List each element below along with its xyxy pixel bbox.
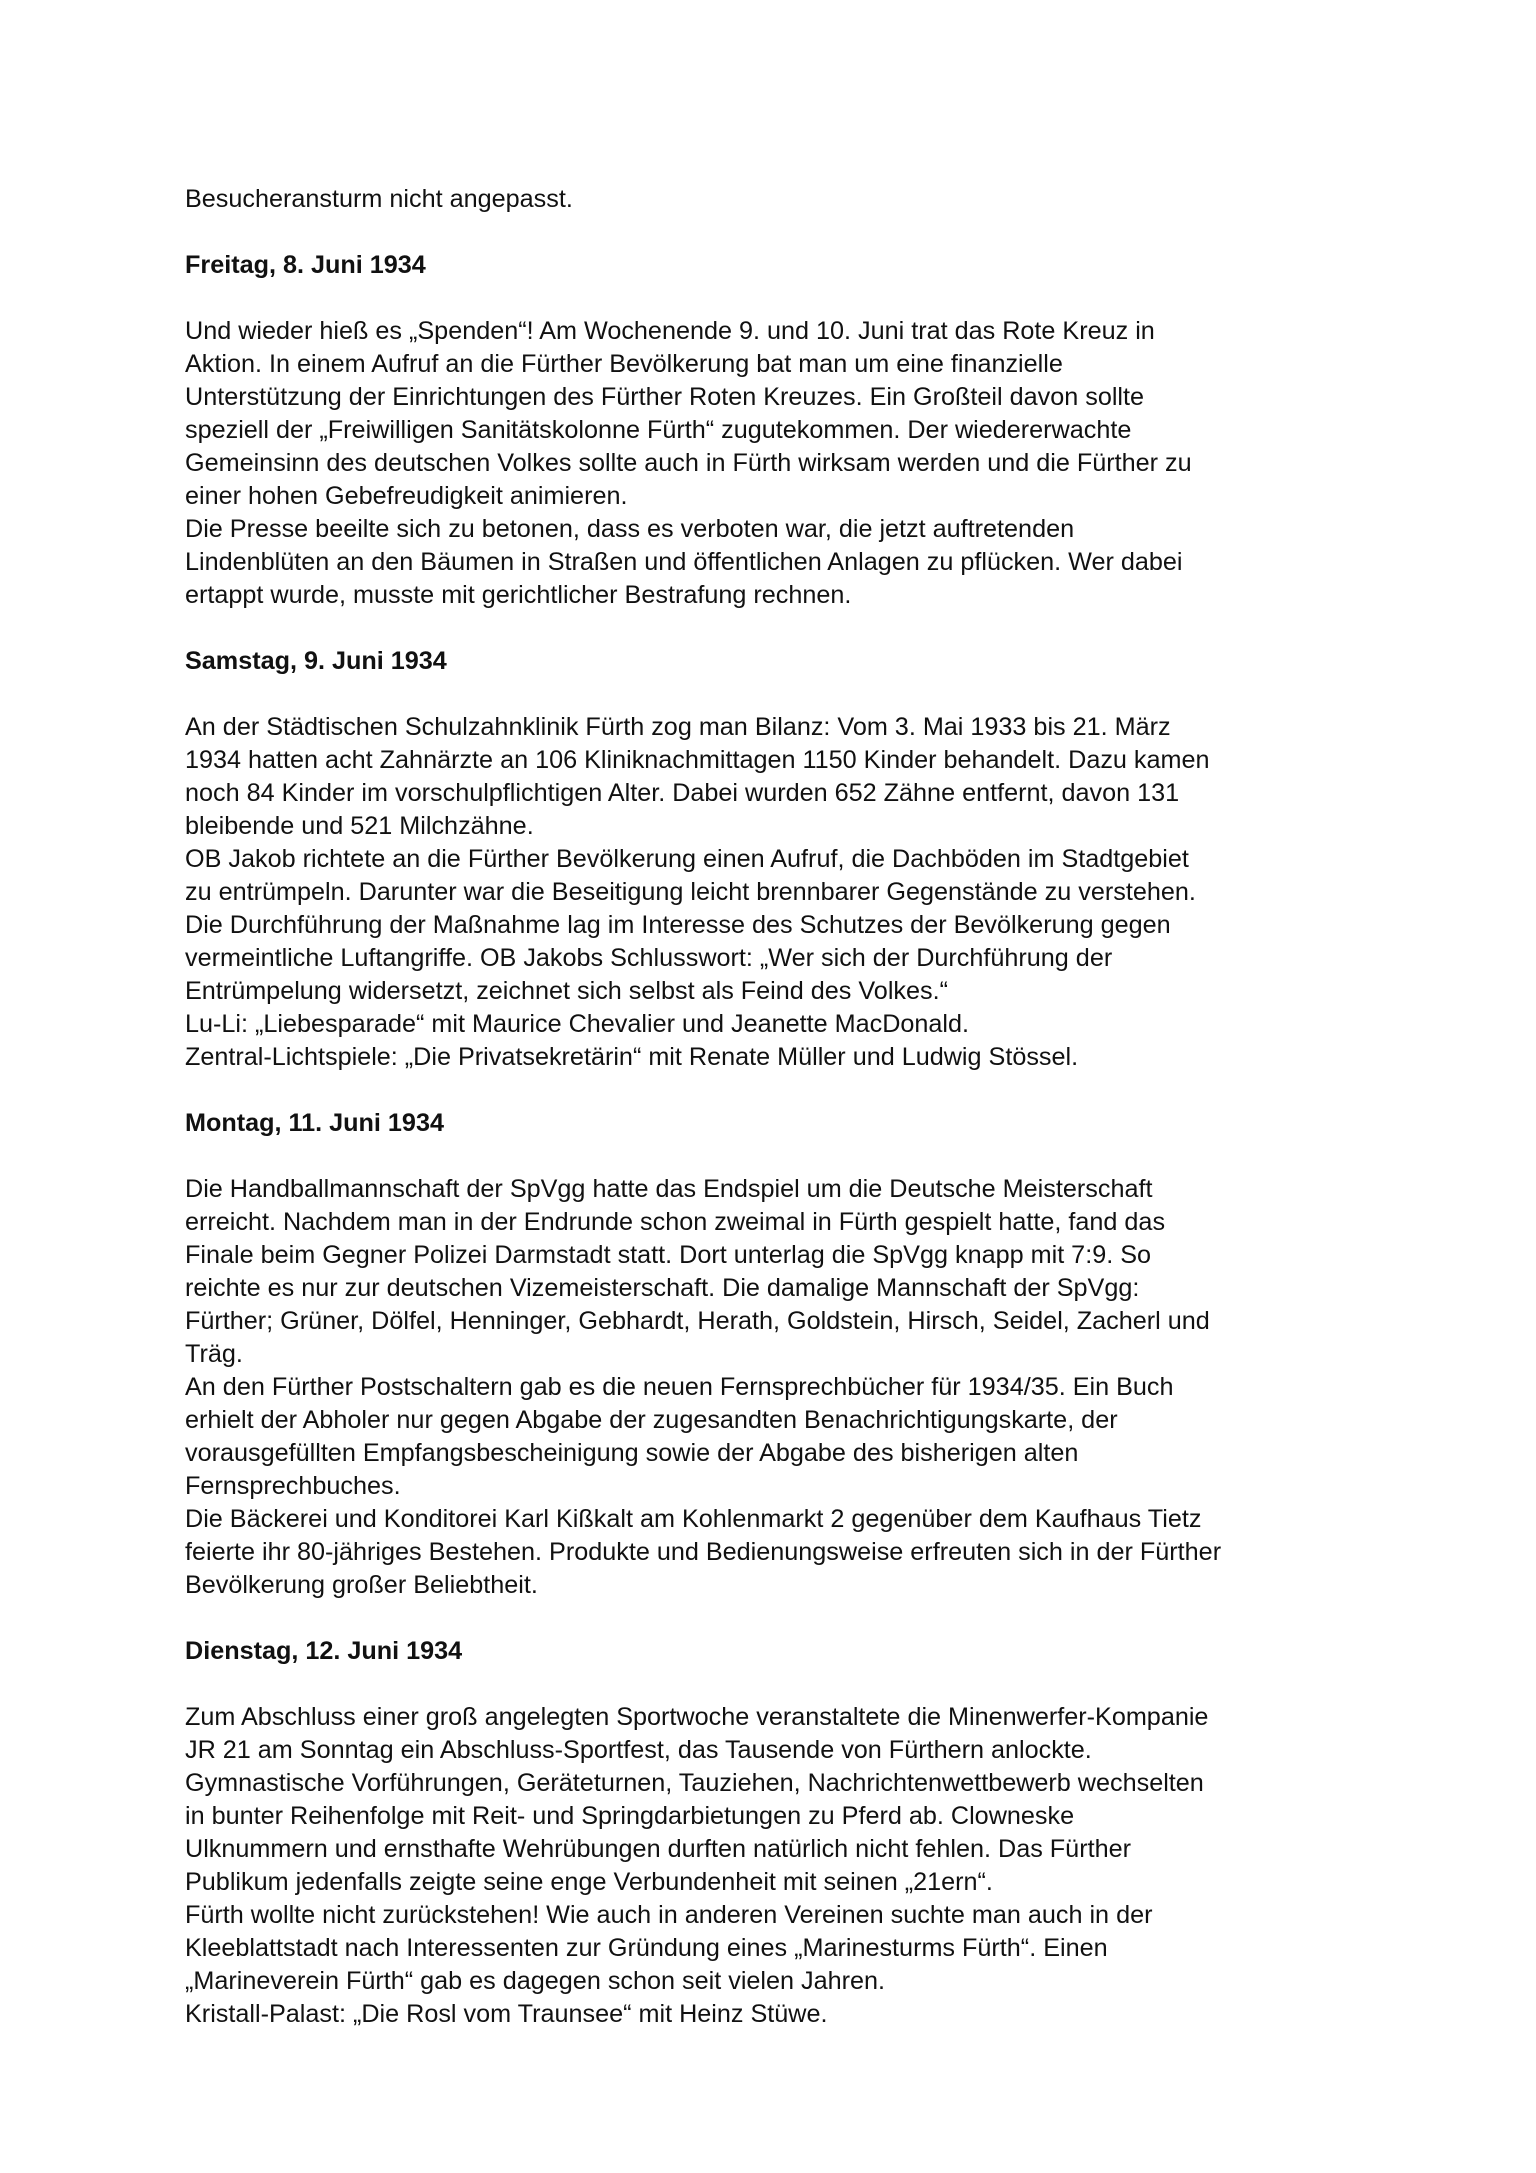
- date-heading: Montag, 11. Juni 1934: [185, 1109, 444, 1137]
- text-line: Fürther; Grüner, Dölfel, Henninger, Gebhardt, Herath, Goldstein, Hirsch, Seidel, Zacherl und: [185, 1307, 1210, 1335]
- paragraph-spacer: [185, 1602, 1365, 1635]
- text-line: Bevölkerung großer Beliebtheit.: [185, 1571, 538, 1599]
- text-line: Zentral-Lichtspiele: „Die Privatsekretärin“ mit Renate Müller und Ludwig Stössel.: [185, 1043, 1079, 1071]
- paragraph-spacer: [185, 678, 1365, 711]
- body-paragraph: [185, 711, 1365, 1074]
- text-line: erhielt der Abholer nur gegen Abgabe der zugesandten Benachrichtigungskarte, der: [185, 1406, 1118, 1434]
- text-line: Fürth wollte nicht zurückstehen! Wie auch in anderen Vereinen suchte man auch in der: [185, 1901, 1153, 1929]
- paragraph-spacer: [185, 612, 1365, 645]
- text-line: Die Presse beeilte sich zu betonen, dass es verboten war, die jetzt auftretenden: [185, 515, 1075, 543]
- text-line: Entrümpelung widersetzt, zeichnet sich selbst als Feind des Volkes.“: [185, 977, 948, 1005]
- text-line: Unterstützung der Einrichtungen des Fürther Roten Kreuzes. Ein Großteil davon sollte: [185, 383, 1145, 411]
- paragraph-spacer: [185, 1140, 1365, 1173]
- text-line: Lu-Li: „Liebesparade“ mit Maurice Chevalier und Jeanette MacDonald.: [185, 1010, 970, 1038]
- text-line: bleibende und 521 Milchzähne.: [185, 812, 534, 840]
- text-line: noch 84 Kinder im vorschulpflichtigen Alter. Dabei wurden 652 Zähne entfernt, davon 131: [185, 779, 1180, 807]
- paragraph-spacer: [185, 216, 1365, 249]
- date-heading: Samstag, 9. Juni 1934: [185, 647, 447, 675]
- text-line: Die Durchführung der Maßnahme lag im Interesse des Schutzes der Bevölkerung gegen: [185, 911, 1171, 939]
- text-line: erreicht. Nachdem man in der Endrunde schon zweimal in Fürth gespielt hatte, fand das: [185, 1208, 1166, 1236]
- body-paragraph: [185, 1173, 1365, 1602]
- text-line: JR 21 am Sonntag ein Abschluss-Sportfest, das Tausende von Fürthern anlockte.: [185, 1736, 1092, 1764]
- date-heading: Dienstag, 12. Juni 1934: [185, 1637, 463, 1665]
- text-line: Gemeinsinn des deutschen Volkes sollte auch in Fürth wirksam werden und die Fürther zu: [185, 449, 1192, 477]
- text-line: Aktion. In einem Aufruf an die Fürther Bevölkerung bat man um eine finanzielle: [185, 350, 1063, 378]
- text-line: Und wieder hieß es „Spenden“! Am Wochenende 9. und 10. Juni trat das Rote Kreuz in: [185, 317, 1155, 345]
- body-paragraph: [185, 315, 1365, 612]
- text-line: An der Städtischen Schulzahnklinik Fürth zog man Bilanz: Vom 3. Mai 1933 bis 21. März: [185, 713, 1171, 741]
- text-line: Die Bäckerei und Konditorei Karl Kißkalt am Kohlenmarkt 2 gegenüber dem Kaufhaus Tietz: [185, 1505, 1202, 1533]
- text-line: Kristall-Palast: „Die Rosl vom Traunsee“ mit Heinz Stüwe.: [185, 2000, 828, 2028]
- text-line: zu entrümpeln. Darunter war die Beseitigung leicht brennbarer Gegenstände zu verstehen.: [185, 878, 1196, 906]
- text-line: speziell der „Freiwilligen Sanitätskolonne Fürth“ zugutekommen. Der wiedererwachte: [185, 416, 1132, 444]
- text-line: OB Jakob richtete an die Fürther Bevölkerung einen Aufruf, die Dachböden im Stadtgebiet: [185, 845, 1189, 873]
- text-line: Träg.: [185, 1340, 243, 1368]
- text-line: An den Fürther Postschaltern gab es die neuen Fernsprechbücher für 1934/35. Ein Buch: [185, 1373, 1174, 1401]
- text-line: 1934 hatten acht Zahnärzte an 106 Kliniknachmittagen 1150 Kinder behandelt. Dazu kamen: [185, 746, 1210, 774]
- text-line: Besucheransturm nicht angepasst.: [185, 185, 573, 213]
- text-line: Fernsprechbuches.: [185, 1472, 401, 1500]
- text-line: vermeintliche Luftangriffe. OB Jakobs Schlusswort: „Wer sich der Durchführung der: [185, 944, 1113, 972]
- text-line: Lindenblüten an den Bäumen in Straßen und öffentlichen Anlagen zu pflücken. Wer dabei: [185, 548, 1183, 576]
- document-body: [185, 183, 1365, 2031]
- date-heading: Freitag, 8. Juni 1934: [185, 251, 426, 279]
- body-paragraph: [185, 183, 1365, 216]
- text-line: Gymnastische Vorführungen, Geräteturnen, Tauziehen, Nachrichtenwettbewerb wechselten: [185, 1769, 1204, 1797]
- paragraph-spacer: [185, 1074, 1365, 1107]
- text-line: feierte ihr 80-jähriges Bestehen. Produkte und Bedienungsweise erfreuten sich in der Fürther: [185, 1538, 1222, 1566]
- text-line: vorausgefüllten Empfangsbescheinigung sowie der Abgabe des bisherigen alten: [185, 1439, 1079, 1467]
- text-line: ertappt wurde, musste mit gerichtlicher Bestrafung rechnen.: [185, 581, 852, 609]
- text-line: Ulknummern und ernsthafte Wehrübungen durften natürlich nicht fehlen. Das Fürther: [185, 1835, 1131, 1863]
- body-paragraph: [185, 1701, 1365, 2031]
- text-line: Die Handballmannschaft der SpVgg hatte das Endspiel um die Deutsche Meisterschaft: [185, 1175, 1153, 1203]
- text-line: Kleeblattstadt nach Interessenten zur Gründung eines „Marinesturms Fürth“. Einen: [185, 1934, 1108, 1962]
- paragraph-spacer: [185, 282, 1365, 315]
- text-line: Publikum jedenfalls zeigte seine enge Verbundenheit mit seinen „21ern“.: [185, 1868, 993, 1896]
- text-line: „Marineverein Fürth“ gab es dagegen schon seit vielen Jahren.: [185, 1967, 886, 1995]
- text-line: reichte es nur zur deutschen Vizemeisterschaft. Die damalige Mannschaft der SpVgg:: [185, 1274, 1140, 1302]
- text-line: einer hohen Gebefreudigkeit animieren.: [185, 482, 628, 510]
- text-line: Zum Abschluss einer groß angelegten Sportwoche veranstaltete die Minenwerfer-Kompanie: [185, 1703, 1209, 1731]
- text-line: Finale beim Gegner Polizei Darmstadt statt. Dort unterlag die SpVgg knapp mit 7:9. So: [185, 1241, 1152, 1269]
- text-line: in bunter Reihenfolge mit Reit- und Springdarbietungen zu Pferd ab. Clowneske: [185, 1802, 1075, 1830]
- paragraph-spacer: [185, 1668, 1365, 1701]
